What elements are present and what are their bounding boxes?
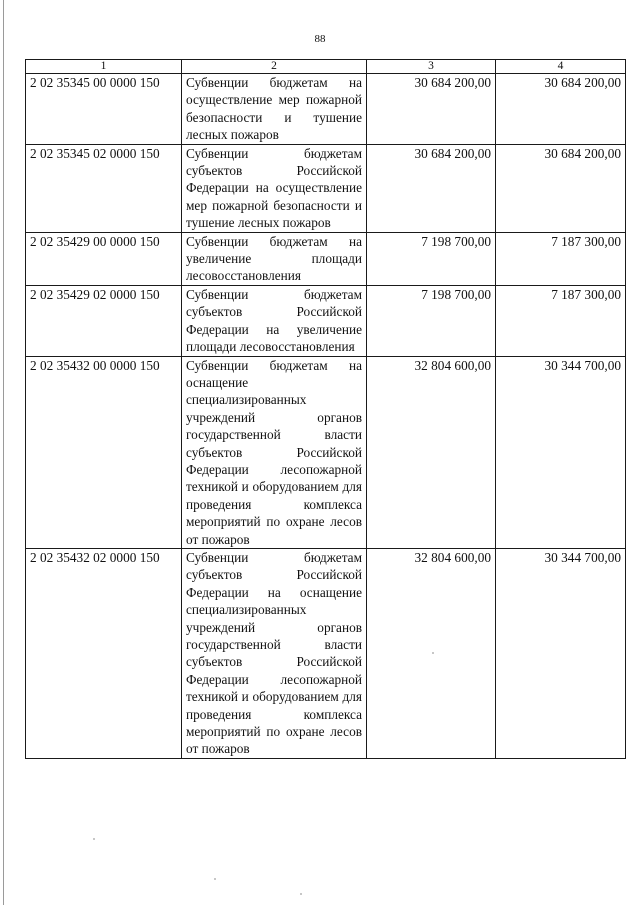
- table-row: [26, 356, 626, 548]
- amount-col4-cell: 30 684 200,00: [496, 144, 626, 232]
- budget-table: [25, 59, 626, 759]
- description-cell: Субвенции бюджетам субъектов Российской Федерации на оснащение специализированных учреждений органов государственной власти субъектов Российской Федерации лесопожарной техникой и оборудованием для проведения комплекса мероприятий по охране лесов от пожаров: [182, 548, 367, 758]
- amount-col4-cell: 30 344 700,00: [496, 548, 626, 758]
- amount-col4-cell: 7 187 300,00: [496, 285, 626, 356]
- amount-col3-cell: 32 804 600,00: [367, 548, 496, 758]
- table-row: [26, 285, 626, 356]
- column-header-2: 2: [182, 60, 367, 74]
- description-cell: Субвенции бюджетам субъектов Российской Федерации на увеличение площади лесовосстановления: [182, 285, 367, 356]
- table-row: [26, 232, 626, 285]
- amount-col3-cell: 7 198 700,00: [367, 232, 496, 285]
- budget-code-cell: 2 02 35345 02 0000 150: [26, 144, 182, 232]
- column-header-3: 3: [367, 60, 496, 74]
- budget-code-cell: 2 02 35345 00 0000 150: [26, 74, 182, 145]
- description-cell: Субвенции бюджетам на осуществление мер пожарной безопасности и тушение лесных пожаров: [182, 74, 367, 145]
- budget-code-cell: 2 02 35432 00 0000 150: [26, 356, 182, 548]
- amount-col3-cell: 30 684 200,00: [367, 74, 496, 145]
- amount-col4-cell: 30 684 200,00: [496, 74, 626, 145]
- budget-code-cell: 2 02 35432 02 0000 150: [26, 548, 182, 758]
- amount-col3-cell: 7 198 700,00: [367, 285, 496, 356]
- scan-speck: [300, 893, 302, 895]
- amount-col3-cell: 32 804 600,00: [367, 356, 496, 548]
- amount-col4-cell: 7 187 300,00: [496, 232, 626, 285]
- description-cell: Субвенции бюджетам на оснащение специализированных учреждений органов государственной власти субъектов Российской Федерации лесопожарной техникой и оборудованием для проведения комплекса мероприятий по охране лесов от пожаров: [182, 356, 367, 548]
- scan-speck: [214, 878, 216, 880]
- amount-col3-cell: 30 684 200,00: [367, 144, 496, 232]
- table-row: [26, 144, 626, 232]
- description-cell: Субвенции бюджетам субъектов Российской Федерации на осуществление мер пожарной безопасности и тушение лесных пожаров: [182, 144, 367, 232]
- budget-code-cell: 2 02 35429 02 0000 150: [26, 285, 182, 356]
- table-header-row: [26, 60, 626, 74]
- column-header-4: 4: [496, 60, 626, 74]
- table-row: [26, 548, 626, 758]
- table-row: [26, 74, 626, 145]
- scan-speck: [93, 838, 95, 840]
- scan-edge-line: [3, 0, 4, 905]
- scan-speck: [432, 652, 434, 654]
- column-header-1: 1: [26, 60, 182, 74]
- budget-code-cell: 2 02 35429 00 0000 150: [26, 232, 182, 285]
- amount-col4-cell: 30 344 700,00: [496, 356, 626, 548]
- page-number: 88: [314, 33, 326, 45]
- description-cell: Субвенции бюджетам на увеличение площади лесовосстановления: [182, 232, 367, 285]
